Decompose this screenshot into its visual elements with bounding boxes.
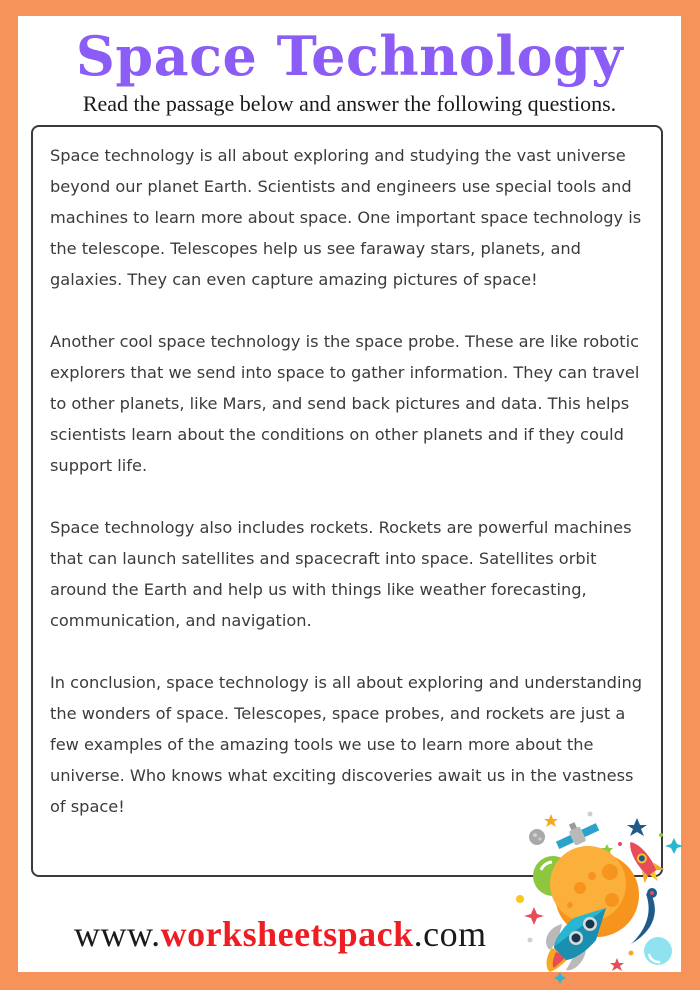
paragraph-2: Another cool space technology is the space probe. These are like robotic explorers that we send into space to gather information. They can travel to other planets, like Mars, and send back pictures and data. This helps scientists learn about the conditions on other planets and if they could support life. — [50, 332, 640, 475]
space-clipart — [500, 800, 700, 990]
website-url — [74, 914, 487, 954]
passage-box — [31, 125, 663, 877]
paragraph-1: Space technology is all about exploring and studying the vast universe beyond our planet Earth. Scientists and engineers use special tools and machines to learn more about space. One important space technology is the telescope. Telescopes help us see faraway stars, planets, and galaxies. They can even capture amazing pictures of space! — [50, 146, 642, 289]
url-suffix: .com — [413, 914, 487, 954]
moon-icon — [529, 829, 545, 845]
instructions: Read the passage below and answer the following questions. — [82, 91, 617, 116]
url-prefix: www. — [74, 914, 161, 954]
rocket-icon — [546, 908, 606, 972]
url-brand: worksheetspack — [160, 914, 414, 954]
paragraph-4: In conclusion, space technology is all about exploring and understanding the wonders of space. Telescopes, space probes, and rockets are just a few examples of the amazing tools we use to learn more about the universe. Who knows what exciting discoveries await us in the vastness of space! — [50, 673, 642, 816]
passage-text — [50, 140, 650, 853]
page-title: Space Technology — [75, 24, 624, 88]
paragraph-3: Space technology also includes rockets. Rockets are powerful machines that can launch satellites and spacecraft into space. Satellites orbit around the Earth and help us with things like weather forecasting, communication, and navigation. — [50, 518, 632, 630]
bubble-icon — [644, 937, 672, 965]
